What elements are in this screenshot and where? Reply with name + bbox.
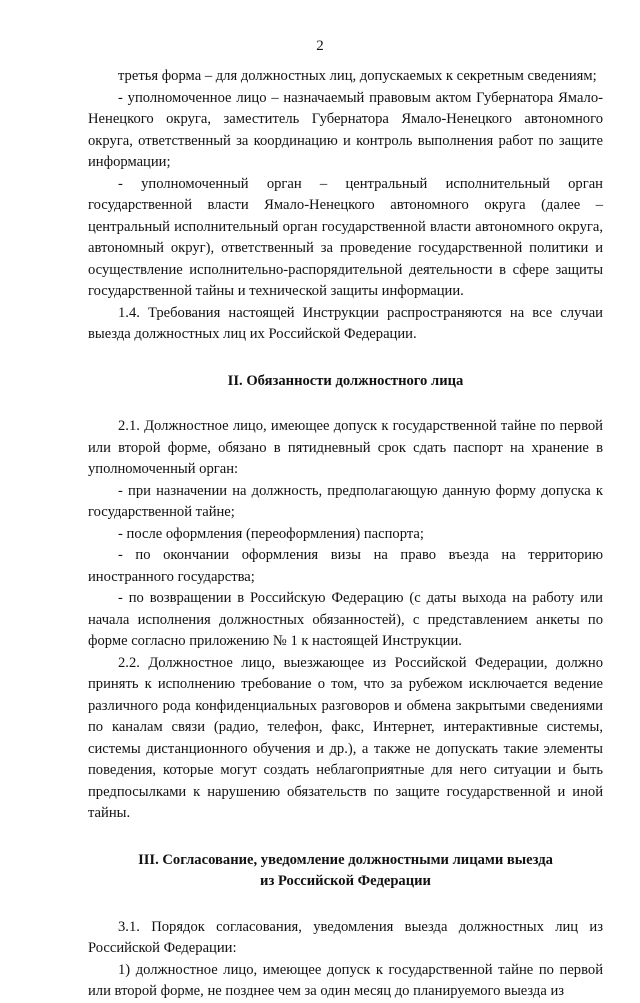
section-3-heading <box>88 850 603 893</box>
paragraph-2-2: 2.2. Должностное лицо, выезжающее из Российской Федерации, должно принять к исполнению требование о том, что за рубежом исключается ведение различного рода конфиденциальных разговоров и обмена закрытыми сведениями по каналам связи (радио, телефон, факс, Интернет, интерактивные системы, системы дистанционного обучения и др.), а также не допускать такие элементы поведения, которые могут создать неблагоприятные для него ситуации и быть предпосылками к нарушению обязательств по защите государственной и иной тайны. <box>88 654 603 821</box>
list-item-visa: - по окончании оформления визы на право въезда на территорию иностранного государства; <box>88 547 603 585</box>
list-item-passport-issue: - после оформления (переоформления) паспорта; <box>118 525 424 542</box>
paragraph-authorized-person: - уполномоченное лицо – назначаемый правовым актом Губернатора Ямало-Ненецкого округа, заместитель Губернатора Ямало-Ненецкого автономного округа, ответственный за координацию и контроль выполнения работ по защите информации; <box>88 89 603 170</box>
paragraph-3-1: 3.1. Порядок согласования, уведомления выезда должностных лиц из Российской Федерации: <box>88 918 603 956</box>
section-3-heading-line-2: из Российской Федерации <box>260 873 431 889</box>
document-body <box>88 66 603 1003</box>
section-3-heading-line-1: III. Согласование, уведомление должностными лицами выезда <box>138 851 553 868</box>
list-item-appointment: - при назначении на должность, предполагающую данную форму допуска к государственной тайне; <box>88 482 603 520</box>
paragraph-1-4: 1.4. Требования настоящей Инструкции распространяются на все случаи выезда должностных лиц их Российской Федерации. <box>88 304 603 342</box>
paragraph-authorized-body: - уполномоченный орган – центральный исполнительный орган государственной власти Ямало-Ненецкого автономного округа (далее – центральный исполнительный орган государственной власти автономного округа, автономный округ), ответственный за проведение государственной политики и осуществление исполнительно-распорядительной деятельности в сфере защиты государственной тайны и технической защиты информации. <box>88 175 603 299</box>
paragraph-third-form: третья форма – для должностных лиц, допускаемых к секретным сведениям; <box>118 68 597 84</box>
paragraph-2-1: 2.1. Должностное лицо, имеющее допуск к государственной тайне по первой или второй форме, обязано в пятидневный срок сдать паспорт на хранение в уполномоченный орган: <box>88 418 603 477</box>
page-number: 2 <box>316 38 324 54</box>
section-2-heading: II. Обязанности должностного лица <box>227 372 464 389</box>
paragraph-3-1-item-1: 1) должностное лицо, имеющее допуск к государственной тайне по первой или второй форме, не позднее чем за один месяц до планируемого выезда из <box>88 961 603 999</box>
list-item-return: - по возвращении в Российскую Федерацию (с даты выхода на работу или начала исполнения должностных обязанностей), с представлением анкеты по форме согласно приложению № 1 к настоящей Инструкции. <box>88 590 603 649</box>
